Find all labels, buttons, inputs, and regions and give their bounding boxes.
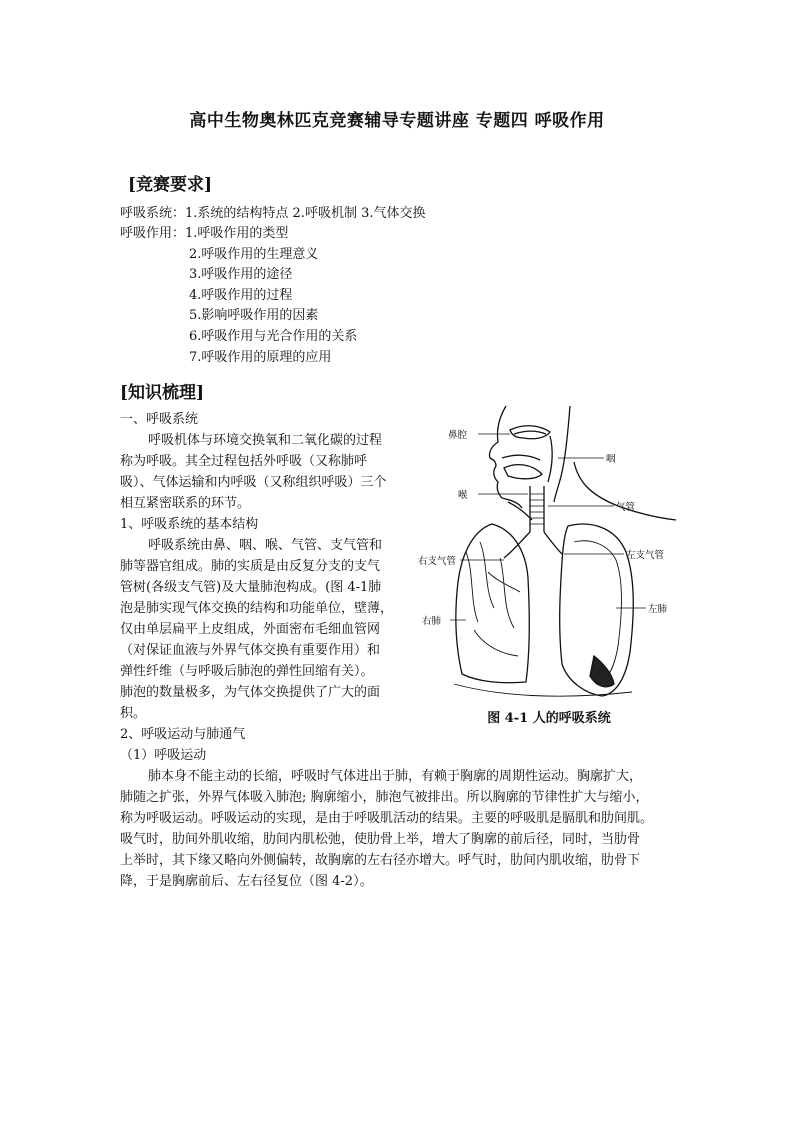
nasal-turbinate <box>514 431 546 434</box>
paragraph-line: 上举时，其下缘又略向外侧偏转，故胸廓的左右径亦增大。呼气时，肋间内肌收缩，肋骨下 <box>120 853 641 868</box>
nasal-cavity-shape <box>510 426 550 439</box>
paragraph-line: 泡是肺实现气体交换的结构和功能单位，壁薄， <box>120 601 394 616</box>
paragraph-line: 相互紧密联系的环节。 <box>120 496 251 511</box>
back-of-head <box>554 406 570 502</box>
respiratory-system-figure <box>418 402 680 710</box>
tongue <box>504 465 542 479</box>
label-trachea: 气管 <box>616 502 636 513</box>
requirement-line: 6.呼吸作用与光合作用的关系 <box>189 329 358 344</box>
paragraph-line: 呼吸系统由鼻、咽、喉、气管、支气管和 <box>148 538 383 553</box>
paragraph-line: （对保证血液与外界气体交换有重要作用）和 <box>120 643 381 658</box>
paragraph-line: 肺等器官组成。肺的实质是由反复分支的支气 <box>120 559 381 574</box>
bronchial-tree-branches <box>466 542 520 656</box>
paragraph-line: 弹性纤维（与呼吸后肺泡的弹性回缩有关）。 <box>120 664 374 679</box>
label-larynx: 喉 <box>458 490 468 501</box>
page-title: 高中生物奥林匹克竞赛辅导专题讲座 专题四 呼吸作用 <box>189 111 605 131</box>
paragraph-line: 称为呼吸运动。呼吸运动的实现，是由于呼吸肌活动的结果。主要的呼吸肌是膈肌和肋间肌。 <box>120 811 654 826</box>
requirement-line: 3.呼吸作用的途径 <box>189 267 293 282</box>
paragraph-line: 吸）、气体运输和内呼吸（又称组织呼吸）三个 <box>120 475 387 490</box>
paragraph-line: 肺本身不能主动的长缩，呼吸时气体进出于肺，有赖于胸廓的周期性运动。胸廓扩大， <box>148 769 643 784</box>
paragraph-line: 降，于是胸廓前后、左右径复位（图 4-2）。 <box>120 874 373 889</box>
pharynx-back <box>548 436 552 482</box>
subheading: 一、呼吸系统 <box>120 412 199 427</box>
paragraph-line: 吸气时，肋间外肌收缩，肋间内肌松弛，使肋骨上举，增大了胸廓的前后径，同时，当肋骨 <box>120 832 641 847</box>
paragraph-line: 肺泡的数量极多，为气体交换提供了广大的面 <box>120 685 381 700</box>
requirement-line: 5.影响呼吸作用的因素 <box>189 308 319 323</box>
left-bronchus-path <box>544 532 562 554</box>
label-nasal-cavity: 鼻腔 <box>448 430 468 441</box>
figure-caption: 图 4-1 人的呼吸系统 <box>487 711 611 726</box>
right-lung-outline <box>456 524 529 683</box>
subheading: （1）呼吸运动 <box>120 748 207 763</box>
right-bronchus-path <box>504 532 530 558</box>
label-pharynx: 咽 <box>606 454 616 465</box>
requirement-line: 7.呼吸作用的原理的应用 <box>189 350 332 365</box>
paragraph-line: 称为呼吸。其全过程包括外呼吸（又称肺呼 <box>120 454 368 469</box>
paragraph-line: 呼吸机体与环境交换氧和二氧化碳的过程 <box>148 433 383 448</box>
paragraph-line: 积。 <box>120 706 147 721</box>
section-heading-knowledge: [知识梳理] <box>120 383 205 403</box>
paragraph-line: 管树(各级支气管)及大量肺泡构成。(图 4-1肺 <box>120 580 382 595</box>
paragraph-line: 仅由单层扁平上皮组成，外面密布毛细血管网 <box>120 622 381 637</box>
label-left-lung: 左肺 <box>648 604 668 615</box>
subheading: 1、呼吸系统的基本结构 <box>120 517 259 532</box>
respiratory-system-diagram <box>418 402 680 710</box>
paragraph-line: 肺随之扩张，外界气体吸入肺泡; 胸廓缩小，肺泡气被排出。所以胸廓的节律性扩大与缩小， <box>120 790 649 805</box>
requirement-line: 2.呼吸作用的生理意义 <box>189 247 319 262</box>
label-right-bronchus: 右支气管 <box>418 556 457 567</box>
requirement-line: 呼吸系统：1.系统的结构特点 2.呼吸机制 3.气体交换 <box>120 206 426 221</box>
requirement-line: 4.呼吸作用的过程 <box>189 288 293 303</box>
neck-front <box>508 502 532 520</box>
subheading: 2、呼吸运动与肺通气 <box>120 727 246 742</box>
requirement-line: 呼吸作用：1.呼吸作用的类型 <box>120 226 289 241</box>
palate <box>502 455 540 460</box>
section-heading-requirements: [竞赛要求] <box>128 175 213 195</box>
label-right-lung: 右肺 <box>422 616 442 627</box>
label-left-bronchus: 左支气管 <box>626 550 665 561</box>
